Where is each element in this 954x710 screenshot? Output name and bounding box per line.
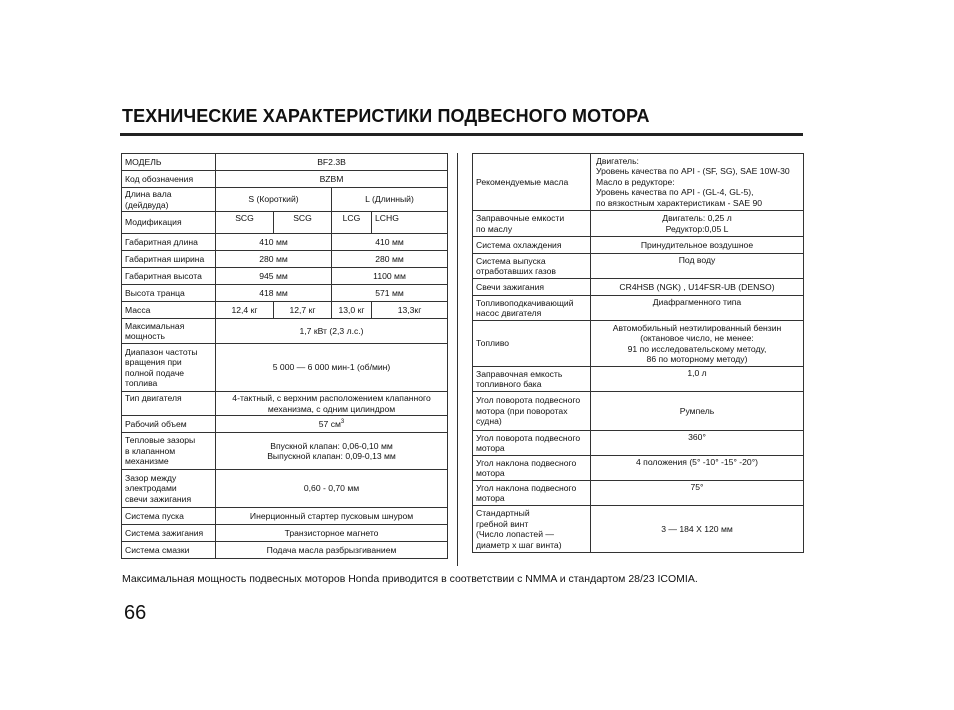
spec-label-line: Тепловые зазоры [125,435,196,446]
spec-row-model [122,154,448,171]
spec-value: Диафрагменного типа [591,296,804,321]
spec-label [473,296,591,321]
spec-value-line: 86 по моторному методу) [646,354,748,364]
spec-label-line: полной подаче [125,367,185,378]
spec-value-line: (октановое число, не менее: [640,333,754,343]
spec-row-width [122,251,448,268]
spec-value: 1,7 кВт (2,3 л.с.) [216,319,448,344]
spec-row-spark-plugs [473,279,804,296]
column-divider [457,153,458,566]
spec-label-line: Заправочная емкость [476,368,563,379]
spec-value-line: 4-тактный, с верхним расположением клапанного [232,393,431,403]
spec-value: 0,60 - 0,70 мм [216,470,448,508]
spec-label [473,392,591,431]
spec-value: BZBM [216,171,448,188]
spec-label-line: мотора [476,493,505,503]
spec-label-line: по маслу [476,223,513,234]
spec-row-start [122,508,448,525]
spec-label-line: топлива [125,378,158,388]
spec-label: Модификация [122,212,216,234]
footnote: Максимальная мощность подвесных моторов Honda приводится в соответствии с NMMA и стандартом 28/23 ICOMIA. [122,573,698,585]
spec-value [591,321,804,367]
spec-row-exhaust [473,254,804,279]
spec-label: Тип двигателя [122,392,216,416]
spec-label-line: насос двигателя [476,308,542,318]
spec-label-line: механизме [125,456,169,467]
title-divider [120,133,803,136]
spec-label [122,433,216,470]
spec-label-line: электродами [125,483,177,494]
spec-label [473,367,591,392]
spec-row-mass [122,302,448,319]
spec-label-line: свечи зажигания [125,493,192,504]
spec-row-transom [122,285,448,302]
spec-label: Рабочий объем [122,416,216,433]
spec-value-line: Масло в редукторе: [596,176,675,187]
spec-value: 1,0 л [591,367,804,392]
spec-value: 5 000 — 6 000 мин-1 (об/мин) [216,344,448,392]
spec-label-line: Стандартный [476,508,530,518]
spec-label-line: (Число лопастей — [476,529,554,539]
spec-label-line: Топливоподкачивающий [476,297,574,308]
spec-label: Топливо [473,321,591,367]
spec-label-line: мощность [125,331,165,341]
spec-value-line: механизма, с одним цилиндром [267,403,396,414]
spec-value-short: 945 мм [216,268,332,285]
spec-value: 3 — 184 X 120 мм [591,506,804,553]
spec-row-engine-type [122,392,448,416]
spec-label: Система пуска [122,508,216,525]
spec-value: 13,3кг [372,302,448,319]
spec-row-fuel-tank [473,367,804,392]
spec-value-long: 571 мм [332,285,448,302]
spec-value-line: Уровень качества по API - (SF, SG), SAE 10W-30 [596,166,790,177]
spec-label [473,431,591,456]
spec-value: LCG [332,212,372,234]
spec-label [473,211,591,237]
spec-value-short: 418 мм [216,285,332,302]
spec-row-turn-angle [473,392,804,431]
spec-label: Рекомендуемые масла [473,154,591,211]
spec-row-fuel-pump [473,296,804,321]
spec-label-line: Зазор между [125,472,177,483]
volume-superscript: 3 [340,418,345,425]
spec-label-line: мотора [476,443,505,453]
spec-value: Под воду [591,254,804,279]
spec-value-short: S (Короткий) [216,188,332,212]
spec-label-line: мотора (при поворотах [476,405,568,416]
spec-label-line: вращения при [125,357,182,367]
spec-label: Код обозначения [122,171,216,188]
spec-label [473,456,591,481]
spec-label: Высота транца [122,285,216,302]
spec-value-line: Уровень качества по API - (GL-4, GL-5), [596,187,754,198]
spec-value [591,211,804,237]
spec-row-turn-angle-2 [473,431,804,456]
spec-value: Принудительное воздушное [591,237,804,254]
spec-label: МОДЕЛЬ [122,154,216,171]
spec-row-shaft [122,188,448,212]
spec-value-long: 280 мм [332,251,448,268]
spec-label [122,470,216,508]
spec-value-line: 91 по исследовательскому методу, [627,343,767,354]
spec-value: CR4HSB (NGK) , U14FSR-UB (DENSO) [591,279,804,296]
spec-value: SCG [216,212,274,234]
spec-label-line: Угол поворота подвесного [476,432,581,443]
spec-label-line: Диапазон частоты [125,346,198,357]
spec-value-long: 1100 мм [332,268,448,285]
spec-label: Свечи зажигания [473,279,591,296]
spec-value: Транзисторное магнето [216,525,448,542]
spec-row-valves [122,433,448,470]
spec-value: 75° [591,481,804,506]
page-number: 66 [124,602,147,624]
spec-row-fuel [473,321,804,367]
spec-value-line: Впускной клапан: 0,06-0,10 мм [270,440,393,451]
spec-label: Система зажигания [122,525,216,542]
spec-value [591,154,804,211]
spec-row-oils [473,154,804,211]
spec-value: Румпель [591,392,804,431]
spec-label [122,319,216,344]
spec-label-line: (дейдвуда) [125,199,169,210]
spec-row-ignition [122,525,448,542]
spec-label-line: в клапанном [125,445,176,456]
spec-label: Габаритная длина [122,234,216,251]
spec-value-line: Двигатель: [596,155,639,166]
spec-row-propeller [473,506,804,553]
spec-row-cooling [473,237,804,254]
spec-value-long: 410 мм [332,234,448,251]
left-spec-table [121,153,448,559]
spec-row-power [122,319,448,344]
spec-label: Габаритная высота [122,268,216,285]
spec-value-long: L (Длинный) [332,188,448,212]
spec-row-spark-gap [122,470,448,508]
spec-value: 4 положения (5° -10° -15° -20°) [591,456,804,481]
spec-label: Система смазки [122,542,216,559]
spec-label: Система охлаждения [473,237,591,254]
spec-label [122,344,216,392]
spec-value: SCG [274,212,332,234]
spec-row-code [122,171,448,188]
spec-label-line: Угол наклона подвесного [476,482,577,493]
spec-label [122,188,216,212]
spec-label: Габаритная ширина [122,251,216,268]
spec-value: Инерционный стартер пусковым шнуром [216,508,448,525]
spec-value: LCHG [372,212,448,234]
spec-value-line: Двигатель: 0,25 л [662,213,732,223]
spec-label [473,254,591,279]
spec-label-line: судна) [476,416,502,427]
spec-label-line: Максимальная [125,320,185,331]
spec-label-line: мотора [476,468,505,478]
spec-value: 13,0 кг [332,302,372,319]
spec-label-line: Угол наклона подвесного [476,457,577,468]
spec-value-short: 280 мм [216,251,332,268]
spec-row-tilt-angle [473,456,804,481]
spec-label: Масса [122,302,216,319]
spec-row-volume [122,416,448,433]
right-spec-table [472,153,804,553]
spec-value: Подача масла разбрызгиванием [216,542,448,559]
spec-value-short: 410 мм [216,234,332,251]
spec-value: 12,7 кг [274,302,332,319]
spec-value: BF2.3B [216,154,448,171]
spec-row-modification [122,212,448,234]
spec-label-line: Система выпуска [476,255,546,266]
spec-value: 12,4 кг [216,302,274,319]
spec-value-line: Редуктор:0,05 L [665,223,729,234]
spec-row-rpm [122,344,448,392]
spec-label-line: Длина вала [125,189,172,199]
spec-value-line: по вязкостным характеристикам - SAE 90 [596,197,763,208]
spec-label-line: гребной винт [476,518,529,529]
spec-label-line: Заправочные емкости [476,213,565,223]
volume-number: 57 см [318,418,341,429]
spec-label-line: отработавших газов [476,266,556,276]
spec-label [473,481,591,506]
spec-row-tilt-angle-2 [473,481,804,506]
spec-label [473,506,591,553]
spec-value [216,392,448,416]
spec-value: 360° [591,431,804,456]
spec-label-line: диаметр x шаг винта) [476,539,562,550]
spec-row-lubrication [122,542,448,559]
spec-row-oil-capacity [473,211,804,237]
spec-row-length [122,234,448,251]
spec-value-line: Автомобильный неэтилированный бензин [612,322,782,333]
spec-label-line: Угол поворота подвесного [476,395,581,406]
spec-value [216,433,448,470]
page-title: ТЕХНИЧЕСКИЕ ХАРАКТЕРИСТИКИ ПОДВЕСНОГО МОТОРА [122,106,650,126]
spec-row-height [122,268,448,285]
spec-label-line: топливного бака [476,379,542,389]
spec-value [216,416,448,433]
spec-value-line: Выпускной клапан: 0,09-0,13 мм [267,451,396,461]
